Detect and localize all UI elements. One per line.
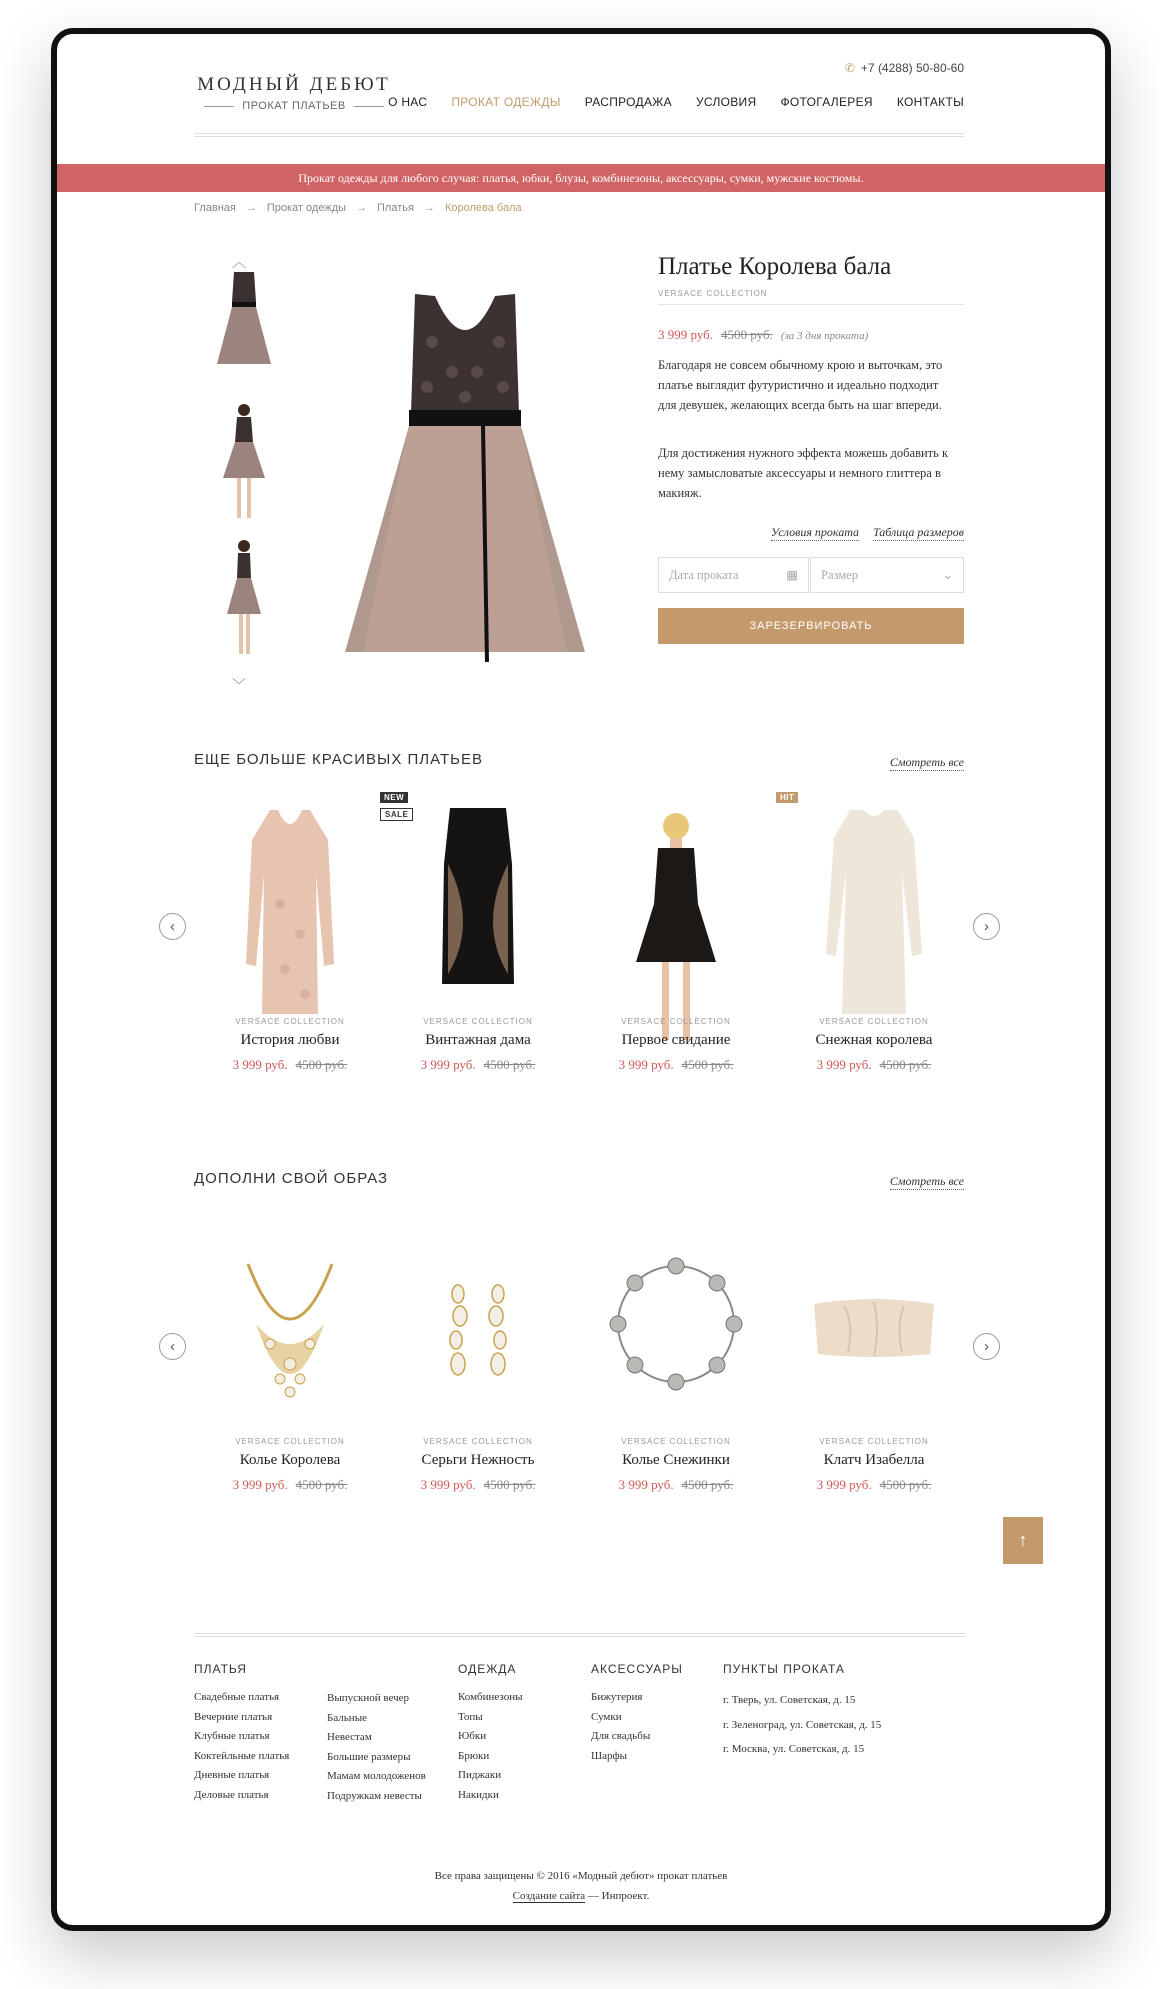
footer-points-column xyxy=(723,1662,881,1762)
footer-address: г. Тверь, ул. Советская, д. 15 xyxy=(723,1694,856,1706)
product-name: Винтажная дама xyxy=(425,1032,531,1048)
nav-item-gallery[interactable]: ФОТОГАЛЕРЕЯ xyxy=(780,95,873,109)
reserve-button[interactable]: ЗАРЕЗЕРВИРОВАТЬ xyxy=(658,608,964,644)
logo-divider xyxy=(204,106,234,107)
product-name: Первое свидание xyxy=(621,1032,731,1048)
logo-title: МОДНЫЙ ДЕБЮТ xyxy=(197,74,391,95)
main-nav xyxy=(388,95,964,109)
footer-link[interactable]: Вечерние платья xyxy=(194,1710,273,1723)
breadcrumb-arrow-icon: → xyxy=(356,202,368,214)
product-brand: VERSACE COLLECTION xyxy=(423,1017,533,1026)
accessories-see-all-link[interactable]: Смотреть все xyxy=(889,1174,964,1188)
thumbs-up-chevron-icon[interactable]: ︿ xyxy=(232,254,246,270)
product-prices xyxy=(388,1057,568,1073)
logo-subtitle: ПРОКАТ ПЛАТЬЕВ xyxy=(242,100,346,112)
dresses-see-all-link[interactable]: Смотреть все xyxy=(889,755,964,769)
footer-points-list xyxy=(723,1688,881,1762)
product-brand: VERSACE COLLECTION xyxy=(235,1017,345,1026)
product-price: 3 999 руб. xyxy=(618,1477,674,1492)
product-price: 3 999 руб. xyxy=(232,1477,288,1492)
copyright xyxy=(57,1866,1105,1906)
product-name: Серьги Нежность xyxy=(421,1452,535,1468)
phone-number: +7 (4288) 50-80-60 xyxy=(860,61,964,75)
product-prices xyxy=(388,1477,568,1493)
product-name: Клатч Изабелла xyxy=(823,1452,925,1468)
product-description: Благодаря не совсем обычному крою и выточкам, это платье выглядит футуристично и идеально подходит для девушек, желающих всегда быть на шаг впереди. xyxy=(658,358,943,412)
carousel-next-arrow-icon[interactable]: › xyxy=(973,1333,1000,1360)
footer-dresses-title: ПЛАТЬЯ xyxy=(194,1662,247,1676)
product-brand: VERSACE COLLECTION xyxy=(423,1437,533,1446)
footer-accessories-list xyxy=(591,1688,683,1766)
carousel-prev-arrow-icon[interactable]: ‹ xyxy=(159,1333,186,1360)
footer-link[interactable]: Невестам xyxy=(327,1731,372,1744)
scroll-to-top-arrow-icon[interactable]: ↑ xyxy=(1003,1517,1043,1564)
footer-dresses-column xyxy=(194,1662,289,1806)
product-brand: VERSACE COLLECTION xyxy=(819,1017,929,1026)
credit-line xyxy=(57,1886,1105,1906)
size-select[interactable] xyxy=(810,557,964,593)
footer-points-title: ПУНКТЫ ПРОКАТА xyxy=(723,1662,845,1676)
footer-dresses-list-2 xyxy=(327,1689,426,1807)
product-name: Колье Снежинки xyxy=(622,1452,730,1468)
badge-hit: HIT xyxy=(776,792,798,803)
product-price: 3 999 руб. xyxy=(618,1057,674,1072)
breadcrumb xyxy=(194,202,522,214)
accessories-section-title: ДОПОЛНИ СВОЙ ОБРАЗ xyxy=(194,1170,389,1187)
nav-item-sale[interactable]: РАСПРОДАЖА xyxy=(584,95,672,109)
footer-address: г. Зеленоград, ул. Советская, д. 15 xyxy=(723,1718,882,1731)
header-divider xyxy=(194,133,964,137)
product-prices xyxy=(200,1477,380,1493)
chevron-down-icon: ⌄ xyxy=(942,568,953,582)
footer-link[interactable]: Шарфы xyxy=(591,1749,627,1762)
product-old-price: 4500 руб. xyxy=(721,327,773,342)
footer-link[interactable]: Подружкам невесты xyxy=(327,1789,422,1802)
page xyxy=(57,34,1105,1925)
footer-link[interactable]: Комбинезоны xyxy=(458,1691,523,1703)
product-brand: VERSACE COLLECTION xyxy=(235,1437,345,1446)
product-brand: VERSACE COLLECTION xyxy=(621,1017,731,1026)
product-old-price: 4500 руб. xyxy=(879,1057,932,1072)
logo[interactable] xyxy=(194,74,394,112)
footer-link[interactable]: Юбки xyxy=(458,1730,487,1743)
badge-sale: SALE xyxy=(380,808,413,821)
product-prices xyxy=(586,1057,766,1073)
product-main-photo xyxy=(337,272,593,704)
footer-link[interactable]: Свадебные платья xyxy=(194,1691,280,1703)
carousel-prev-arrow-icon[interactable]: ‹ xyxy=(159,913,186,940)
footer-address: г. Москва, ул. Советская, д. 15 xyxy=(723,1743,865,1755)
nav-item-conditions[interactable]: УСЛОВИЯ xyxy=(695,95,757,109)
thumbnail-dress-front[interactable] xyxy=(199,264,289,392)
logo-subtitle-row xyxy=(194,100,394,112)
footer-link[interactable]: Для свадьбы xyxy=(591,1730,651,1743)
footer-link[interactable]: Коктейльные платья xyxy=(194,1749,290,1762)
thumbnail-dress-model-front[interactable] xyxy=(199,400,289,528)
breadcrumb-home[interactable]: Главная xyxy=(194,202,236,214)
footer-accessories-title: АКСЕССУАРЫ xyxy=(591,1662,683,1676)
breadcrumb-arrow-icon: → xyxy=(423,202,435,214)
product-prices xyxy=(586,1477,766,1493)
footer-link[interactable]: Бижутерия xyxy=(591,1691,643,1703)
credit-text: — Инпроект. xyxy=(585,1890,650,1902)
product-prices xyxy=(200,1057,380,1073)
breadcrumb-current: Королева бала xyxy=(444,202,522,214)
product-brand: VERSACE COLLECTION xyxy=(621,1437,731,1446)
product-old-price: 4500 руб. xyxy=(483,1057,536,1072)
product-old-price: 4500 руб. xyxy=(295,1477,348,1492)
thumbnail-dress-model-side[interactable] xyxy=(199,536,289,664)
product-brand: VERSACE COLLECTION xyxy=(658,289,768,298)
product-price: 3 999 руб. xyxy=(420,1477,476,1492)
footer-link[interactable]: Клубные платья xyxy=(194,1730,270,1743)
footer-clothes-title: ОДЕЖДА xyxy=(458,1662,517,1676)
product-price: 3 999 руб. xyxy=(816,1057,872,1072)
footer-divider xyxy=(194,1633,966,1637)
nav-item-about[interactable]: О НАС xyxy=(388,95,428,109)
footer-link[interactable]: Бальные xyxy=(327,1711,367,1724)
size-placeholder: Размер xyxy=(821,568,858,582)
footer-link[interactable]: Пиджаки xyxy=(458,1769,502,1782)
calendar-icon[interactable]: ▦ xyxy=(786,568,798,582)
product-old-price: 4500 руб. xyxy=(483,1477,536,1492)
product-divider xyxy=(658,304,964,305)
product-price: 3 999 руб. xyxy=(232,1057,288,1072)
rental-date-field[interactable] xyxy=(658,557,809,593)
device-frame xyxy=(51,28,1111,1931)
product-prices xyxy=(784,1477,964,1493)
product-name: Колье Королева xyxy=(239,1452,341,1468)
product-old-price: 4500 руб. xyxy=(879,1477,932,1492)
promo-banner: Прокат одежды для любого случая: платья, юбки, блузы, комбинезоны, аксессуары, сумки, мужские костюмы. xyxy=(57,164,1105,192)
footer-link[interactable]: Сумки xyxy=(591,1710,622,1723)
product-old-price: 4500 руб. xyxy=(295,1057,348,1072)
size-chart-link[interactable]: Таблица размеров xyxy=(873,525,964,539)
footer-clothes-column xyxy=(458,1662,523,1806)
product-old-price: 4500 руб. xyxy=(681,1057,734,1072)
product-price: 3 999 руб. xyxy=(658,327,714,342)
carousel-next-arrow-icon[interactable]: › xyxy=(973,913,1000,940)
footer-link[interactable]: Топы xyxy=(458,1710,483,1723)
rental-date-placeholder: Дата проката xyxy=(669,568,739,582)
site-creation-link[interactable]: Создание сайта xyxy=(512,1890,586,1902)
footer-link[interactable]: Деловые платья xyxy=(194,1788,269,1801)
nav-item-contacts[interactable]: КОНТАКТЫ xyxy=(896,95,964,109)
dresses-section-title: ЕЩЕ БОЛЬШЕ КРАСИВЫХ ПЛАТЬЕВ xyxy=(194,751,483,768)
product-price: 3 999 руб. xyxy=(420,1057,476,1072)
footer-link[interactable]: Большие размеры xyxy=(327,1750,411,1763)
footer-link[interactable]: Выпускной вечер xyxy=(327,1692,410,1704)
footer-link[interactable]: Накидки xyxy=(458,1788,499,1801)
product-old-price: 4500 руб. xyxy=(681,1477,734,1492)
phone-icon: ✆ xyxy=(844,61,855,75)
product-price: 3 999 руб. xyxy=(816,1477,872,1492)
product-price-row xyxy=(658,327,868,343)
product-links xyxy=(771,525,964,541)
footer-clothes-list xyxy=(458,1688,523,1806)
breadcrumb-rental[interactable]: Прокат одежды xyxy=(266,202,347,214)
thumbs-down-chevron-icon[interactable]: ﹀ xyxy=(232,677,246,693)
badge-new: NEW xyxy=(380,792,408,803)
phone[interactable] xyxy=(845,61,964,75)
product-brand: VERSACE COLLECTION xyxy=(819,1437,929,1446)
product-name: Снежная королева xyxy=(815,1032,933,1048)
product-description: Для достижения нужного эффекта можешь добавить к нему замысловатые аксессуары и немного глиттера в макияж. xyxy=(658,446,949,500)
footer-dresses-column-2 xyxy=(327,1689,426,1807)
product-name: История любви xyxy=(240,1032,340,1048)
footer-link[interactable]: Мамам молодоженов xyxy=(327,1770,426,1783)
product-price-note: (за 3 дня проката) xyxy=(780,330,869,342)
rental-terms-link[interactable]: Условия проката xyxy=(770,525,860,539)
breadcrumb-arrow-icon: → xyxy=(245,202,257,214)
footer-dresses-list xyxy=(194,1688,289,1806)
footer-link[interactable]: Дневные платья xyxy=(194,1769,270,1782)
product-title: Платье Королева бала xyxy=(658,253,892,280)
nav-item-rental[interactable]: ПРОКАТ ОДЕЖДЫ xyxy=(451,95,561,109)
footer-link[interactable]: Брюки xyxy=(458,1749,490,1762)
logo-divider xyxy=(354,106,384,107)
copyright-text: Все права защищены © 2016 «Модный дебют» прокат платьев xyxy=(434,1870,728,1882)
breadcrumb-dresses[interactable]: Платья xyxy=(377,202,414,214)
product-prices xyxy=(784,1057,964,1073)
footer-accessories-column xyxy=(591,1662,683,1766)
